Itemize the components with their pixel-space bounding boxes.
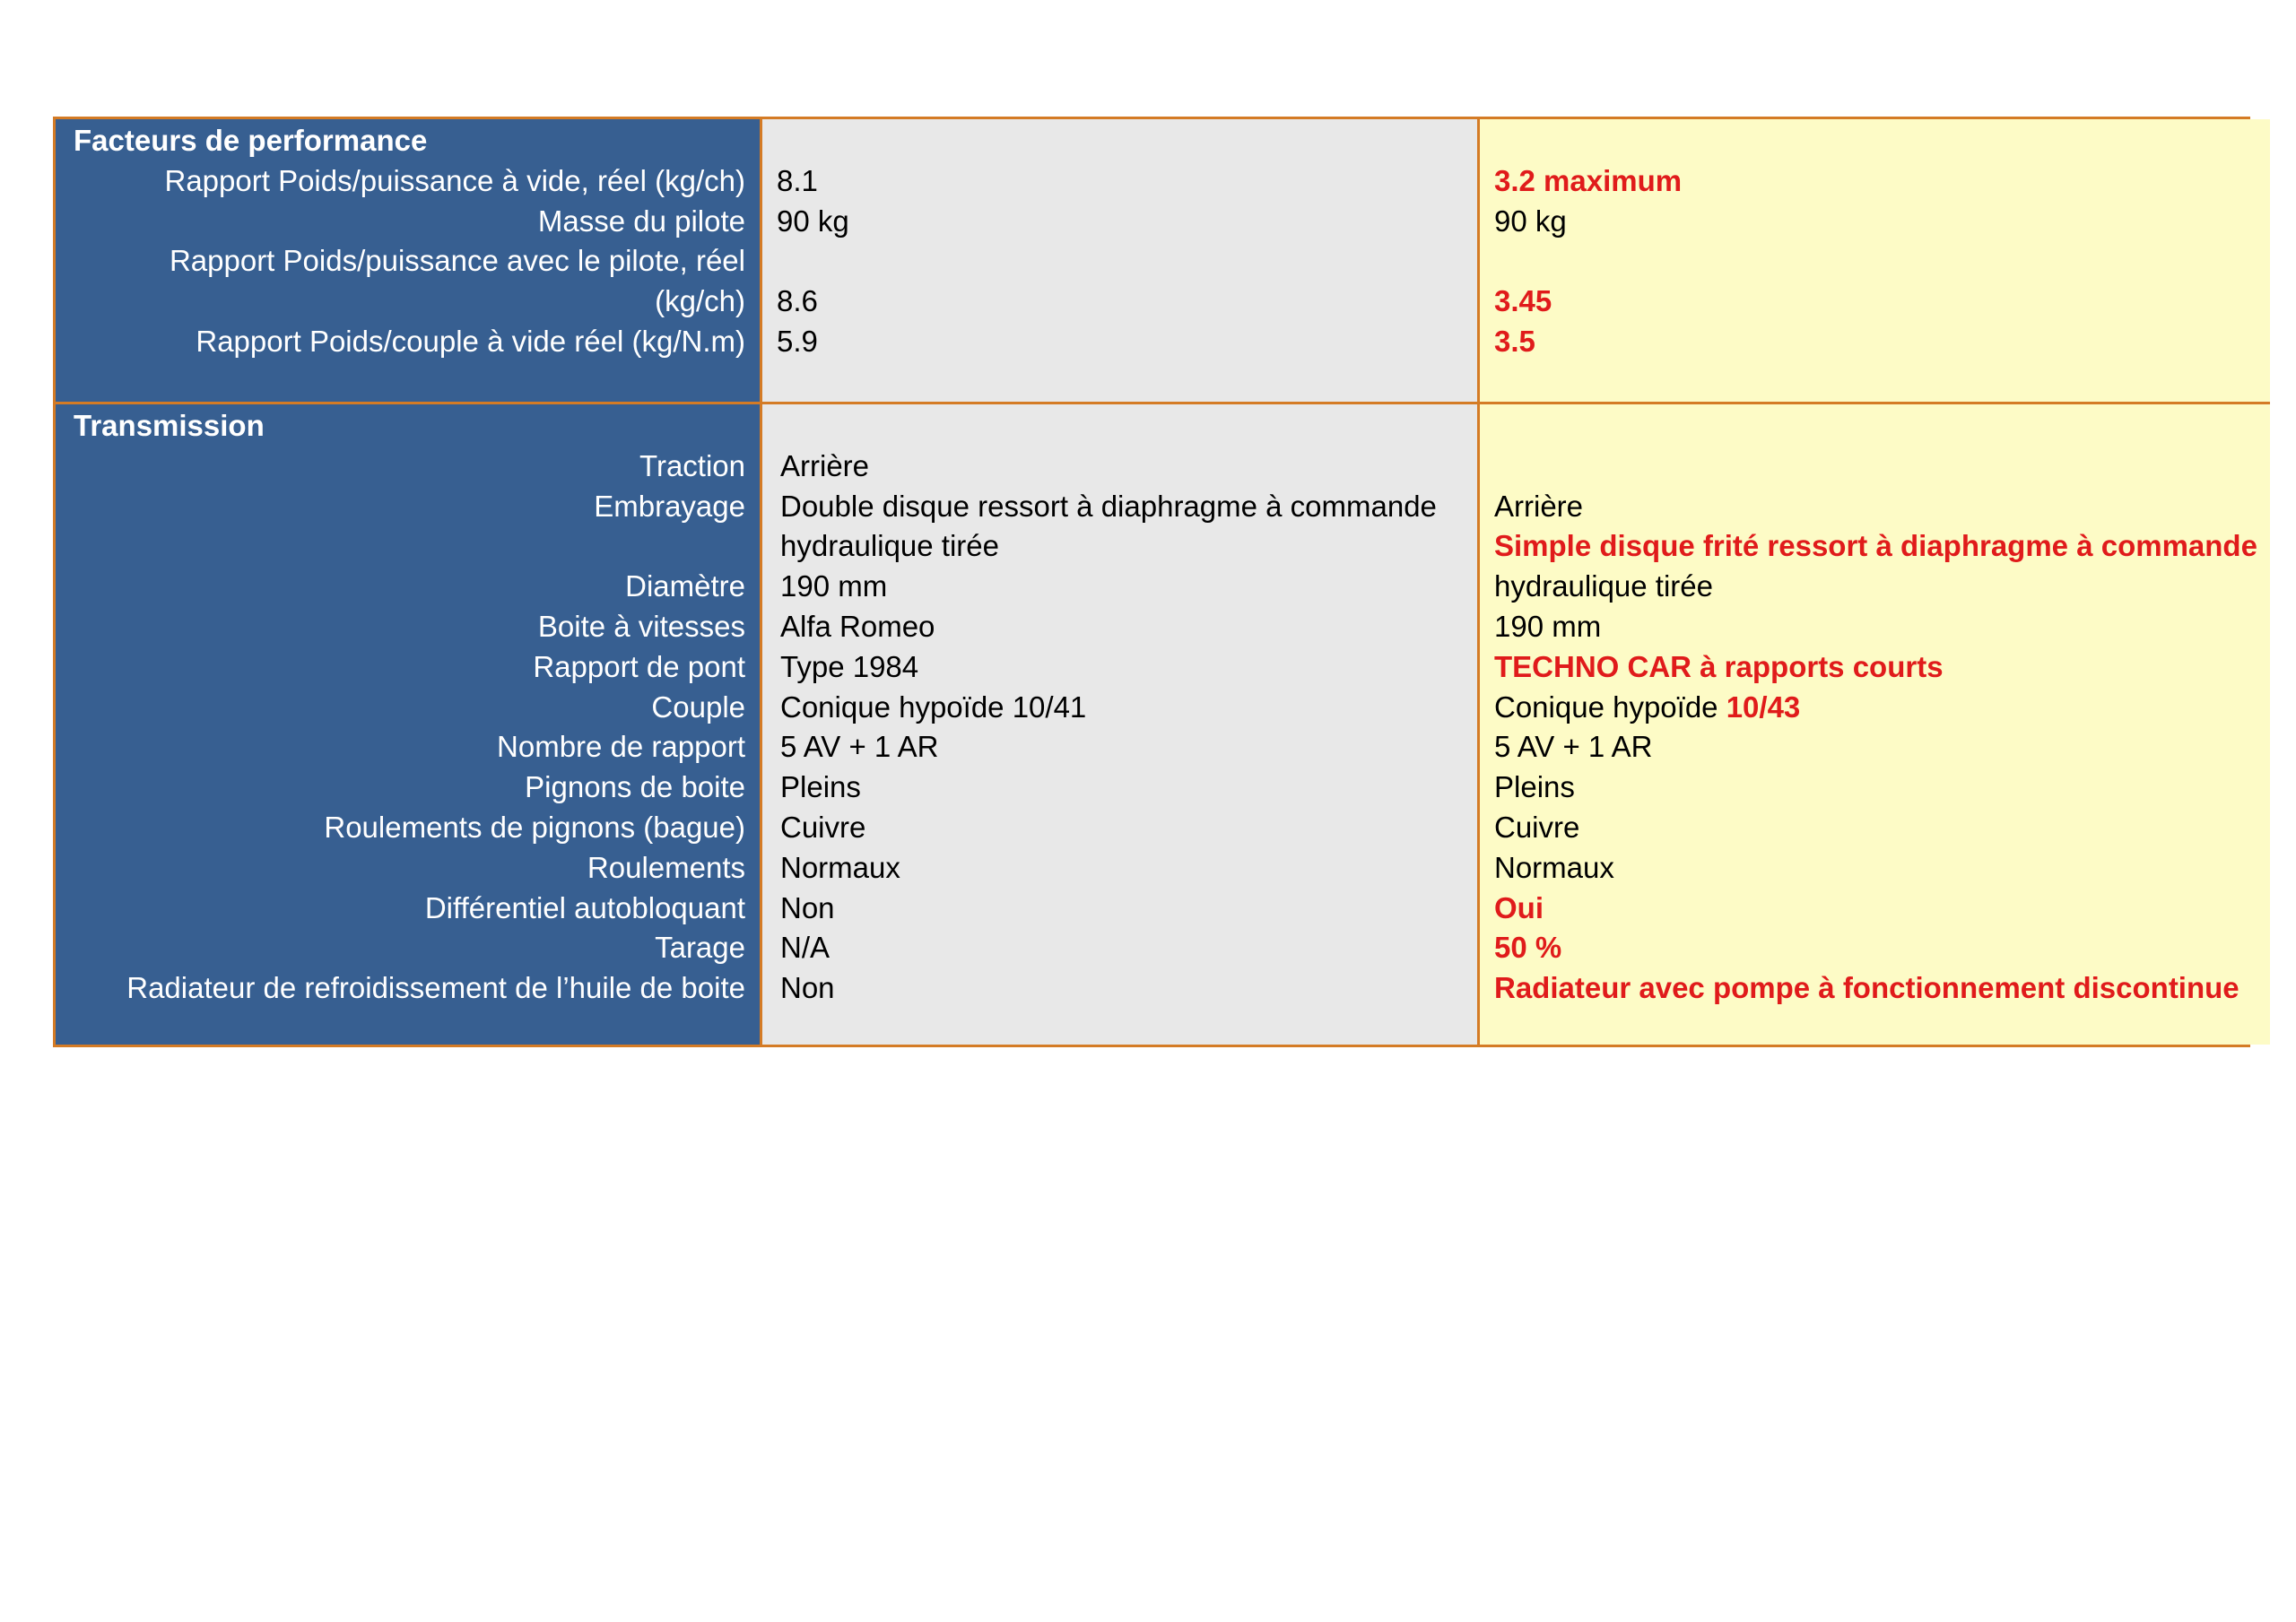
- orig-clutch-line1: Double disque ressort à diaphragme à commande: [780, 489, 1437, 523]
- orig-weight-torque-empty: 5.9: [777, 324, 818, 358]
- label-torque: Couple: [651, 690, 745, 724]
- label-clutch: Embrayage: [594, 489, 745, 523]
- orig-axle-ratio: Type 1984: [780, 649, 919, 683]
- mod-oil-cooler: Radiateur avec pompe à fonctionnement discontinue: [1494, 971, 2239, 1005]
- label-axle-ratio: Rapport de pont: [533, 649, 745, 683]
- orig-gear-count: 5 AV + 1 AR: [780, 730, 939, 764]
- mod-limited-slip: Oui: [1494, 890, 1544, 924]
- spec-comparison-table: [53, 117, 2257, 1047]
- orig-torque: Conique hypoïde 10/41: [780, 690, 1087, 724]
- orig-weight-power-empty: 8.1: [777, 163, 818, 197]
- mod-gear-count: 5 AV + 1 AR: [1494, 730, 1653, 764]
- mod-pinion-bearings: Cuivre: [1494, 810, 1580, 844]
- orig-oil-cooler: Non: [780, 971, 835, 1005]
- orig-setting: N/A: [780, 931, 831, 965]
- label-limited-slip: Différentiel autobloquant: [424, 890, 745, 924]
- mod-gear-pinions: Pleins: [1494, 770, 1575, 804]
- orig-gear-pinions: Pleins: [780, 770, 861, 804]
- mod-torque-ratio: 10/43: [1726, 690, 1801, 724]
- label-setting: Tarage: [655, 931, 745, 965]
- label-bearings: Roulements: [587, 850, 745, 884]
- label-pilot-mass: Masse du pilote: [537, 204, 745, 238]
- performance-label-column: [56, 119, 760, 402]
- mod-axle-ratio: TECHNO CAR à rapports courts: [1494, 649, 1944, 683]
- mod-clutch-line2: hydraulique tirée: [1494, 569, 1713, 603]
- performance-heading: Facteurs de performance: [74, 124, 428, 157]
- label-diameter: Diamètre: [625, 569, 745, 603]
- label-weight-power-pilot-line1: Rapport Poids/puissance avec le pilote, réel: [169, 244, 745, 278]
- mod-pilot-mass: 90 kg: [1494, 204, 1567, 238]
- orig-bearings: Normaux: [780, 850, 900, 884]
- transmission-original-column: [760, 402, 1477, 1045]
- orig-pilot-mass: 90 kg: [777, 204, 849, 238]
- mod-weight-power-empty: 3.2 maximum: [1494, 163, 1683, 197]
- transmission-label-column: [56, 402, 760, 1045]
- label-pinion-bearings: Roulements de pignons (bague): [324, 810, 745, 844]
- orig-pinion-bearings: Cuivre: [780, 810, 866, 844]
- label-oil-cooler: Radiateur de refroidissement de l’huile de boite: [126, 971, 745, 1005]
- label-weight-power-pilot-line2: (kg/ch): [655, 284, 745, 318]
- mod-traction: Arrière: [1494, 489, 1584, 523]
- orig-clutch-line2: hydraulique tirée: [780, 529, 999, 563]
- transmission-modified-column: [1477, 402, 2270, 1045]
- mod-torque-type: Conique hypoïde: [1494, 690, 1718, 724]
- orig-limited-slip: Non: [780, 890, 835, 924]
- label-weight-power-empty: Rapport Poids/puissance à vide, réel (kg/ch): [164, 163, 745, 197]
- performance-original-column: [760, 119, 1477, 402]
- mod-weight-power-pilot: 3.45: [1494, 284, 1552, 318]
- performance-modified-column: [1477, 119, 2270, 402]
- orig-gearbox: Alfa Romeo: [780, 609, 935, 643]
- mod-torque: [1494, 688, 2257, 728]
- label-gear-pinions: Pignons de boite: [525, 770, 745, 804]
- orig-weight-power-pilot: 8.6: [777, 284, 818, 318]
- label-traction: Traction: [639, 448, 745, 482]
- mod-setting: 50 %: [1494, 931, 1562, 965]
- orig-traction: Arrière: [780, 448, 870, 482]
- mod-diameter: 190 mm: [1494, 609, 1602, 643]
- label-gearbox: Boite à vitesses: [537, 609, 745, 643]
- mod-clutch-line1: Simple disque frité ressort à diaphragme à commande: [1494, 529, 2257, 563]
- orig-diameter: 190 mm: [780, 569, 888, 603]
- transmission-heading: Transmission: [74, 409, 265, 442]
- label-weight-torque-empty: Rapport Poids/couple à vide réel (kg/N.m): [196, 324, 745, 358]
- mod-weight-torque-empty: 3.5: [1494, 324, 1535, 358]
- mod-bearings: Normaux: [1494, 850, 1614, 884]
- label-gear-count: Nombre de rapport: [497, 730, 745, 764]
